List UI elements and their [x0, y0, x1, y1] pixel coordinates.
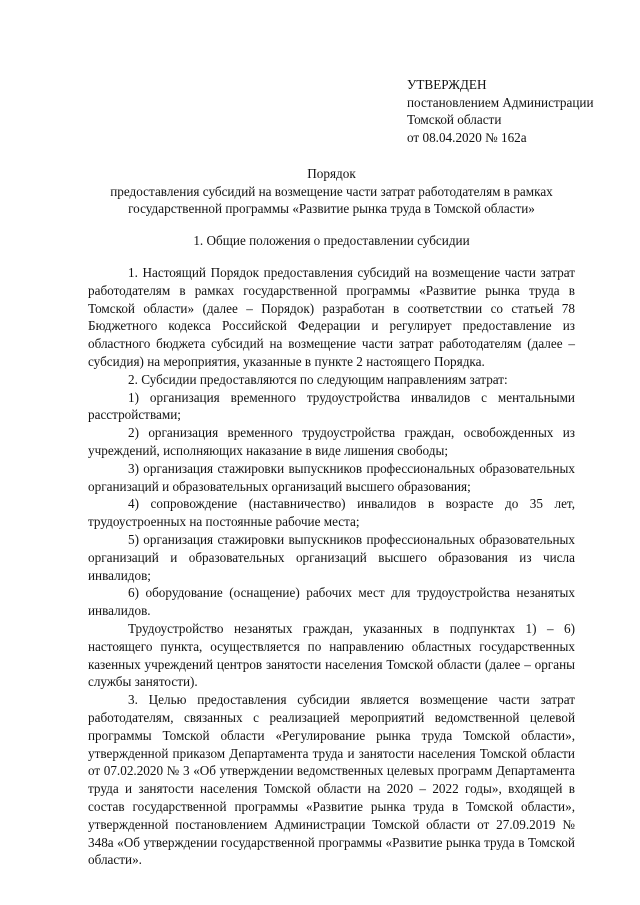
title-line-2: предоставления субсидий на возмещение части затрат работодателям в рамках [110, 183, 553, 199]
document-body [88, 264, 575, 869]
approval-by: постановлением Администрации [407, 94, 594, 110]
paragraph-employment: Трудоустройство незанятых граждан, указанных в подпунктах 1) – 6) настоящего пункта, осуществляется по направлению областных государственных казенных учреждений центров занятости населения Томской области (далее – органы службы занятости). [88, 620, 575, 690]
approval-title: УТВЕРЖДЕН [407, 77, 487, 92]
list-item-5: 5) организация стажировки выпускников профессиональных образовательных организаций и образовательных организаций высшего образования из числа инвалидов; [88, 531, 575, 583]
list-item-3: 3) организация стажировки выпускников профессиональных образовательных организаций и образовательных организаций высшего образования; [88, 460, 575, 494]
approval-region: Томской области [407, 112, 502, 127]
list-item-6: 6) оборудование (оснащение) рабочих мест для трудоустройства незанятых инвалидов. [88, 585, 575, 619]
title-line-1: Порядок [307, 166, 356, 181]
list-item-2: 2) организация временного трудоустройства граждан, освобожденных из учреждений, исполняющих наказание в виде лишения свободы; [88, 425, 575, 458]
list-item-1: 1) организация временного трудоустройства инвалидов с ментальными расстройствами; [88, 389, 575, 423]
approval-stamp [407, 76, 637, 146]
list-item-4: 4) сопровождение (наставничество) инвалидов в возрасте до 35 лет, трудоустроенных на постоянные рабочие места; [88, 496, 575, 530]
paragraph-3: 3. Целью предоставления субсидии является возмещение части затрат работодателям, связанных с реализацией мероприятий ведомственной целевой программы Томской области «Регулирование рынка труда Томской области», утвержденной приказом Департамента труда и занятости населения Томской области от 07.02.2020 № 3 «Об утверждении ведомственных целевых программ Департамента труда и занятости населения Томской области на 2020 – 2022 годы», входящей в состав государственной программы «Развитие рынка труда в Томской области», утвержденной постановлением Администрации Томской области от 27.09.2019 № 348а «Об утверждении государственной программы «Развитие рынка труда в Томской области». [88, 692, 575, 868]
document-title [88, 165, 575, 218]
paragraph-1: 1. Настоящий Порядок предоставления субсидий на возмещение части затрат работодателям в рамках государственной программы «Развитие рынка труда в Томской области» (далее – Порядок) разработан в соответствии со статьей 78 Бюджетного кодекса Российской Федерации и регулирует предоставление из областного бюджета субсидий на возмещение части затрат работодателям (далее – субсидия) на мероприятия, указанные в пункте 2 настоящего Порядка. [88, 265, 575, 369]
paragraph-2: 2. Субсидии предоставляются по следующим направлениям затрат: [128, 371, 508, 387]
section-heading: 1. Общие положения о предоставлении субсидии [193, 233, 470, 248]
title-line-3: государственной программы «Развитие рынка труда в Томской области» [128, 201, 535, 216]
approval-date: от 08.04.2020 № 162а [407, 129, 527, 145]
